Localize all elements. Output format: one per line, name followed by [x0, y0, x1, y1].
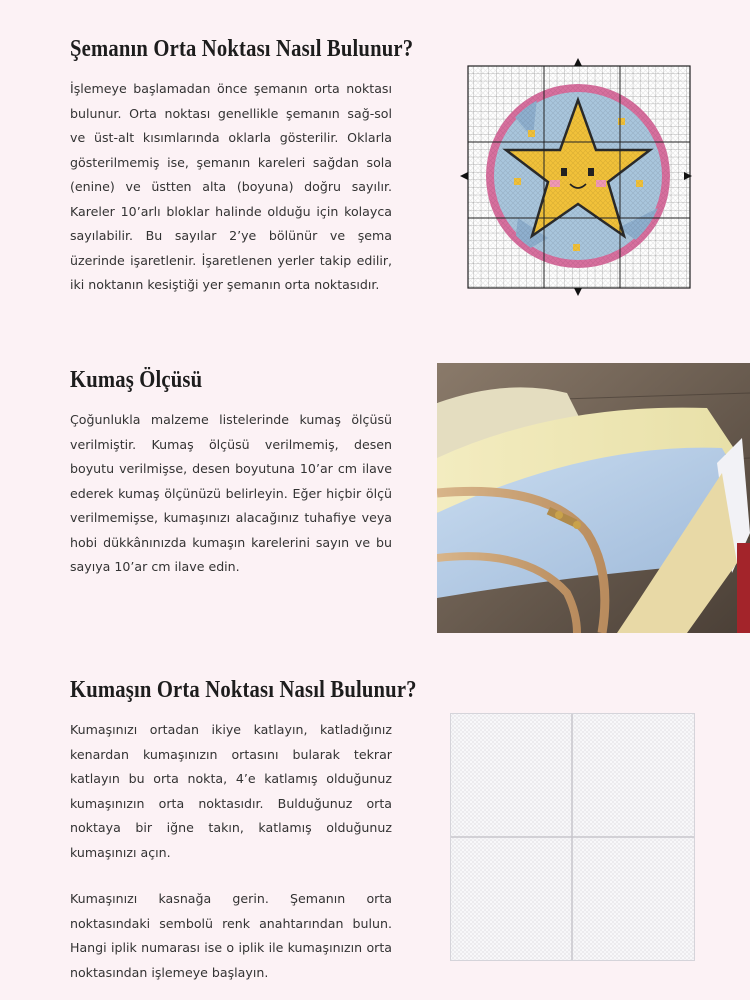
folded-fabric-image	[450, 713, 695, 961]
section-text: Çoğunlukla malzeme listelerinde kumaş ölçüsü verilmiştir. Kumaş ölçüsü verilmemiş, desen boyutu verilmişse, desen boyutuna 10’ar cm ilave ederek kumaş ölçünüzü belirleyin. Eğer hiçbir ölçü verilmemişse, kumaşınızı alacağınız tuhafiye veya hobi dükkânınızda kumaşın karelerini sayın ve bu sayıya 10’ar cm ilave edin.	[70, 412, 392, 574]
section-chart-center	[70, 36, 414, 298]
cross-stitch-chart-image	[458, 58, 693, 303]
section-title: Kumaşın Orta Noktası Nasıl Bulunur?	[70, 677, 417, 703]
section-fabric-size	[70, 367, 392, 580]
section-fabric-center	[70, 677, 417, 985]
section-text-1: Kumaşınızı ortadan ikiye katlayın, katladığınız kenardan kumaşınızın ortasını bularak tekrar katlayın bu orta nokta, 4’e katlamış olduğunuz kumaşınızın orta noktasıdır. Bulduğunuz orta noktaya bir iğne takın, katlamış olduğunuz kumaşınızı açın.	[70, 722, 392, 860]
section-text-2: Kumaşınızı kasnağa gerin. Şemanın orta noktasındaki sembolü renk anahtarından bulun. Hangi iplik numarası ise o iplik ile kumaşınızın orta noktasından işlemeye başlayın.	[70, 891, 392, 980]
section-text: İşlemeye başlamadan önce şemanın orta noktası bulunur. Orta noktası genellikle şemanın sağ-sol ve üst-alt kısımlarında oklarla gösterilir. Oklarla gösterilmemiş ise, şemanın kareleri sağdan sola (enine) ve üstten alta (boyuna) doğru sayılır. Kareler 10’arlı bloklar halinde olduğu için kolayca sayılabilir. Bu sayılar 2’ye bölünür ve şema üzerinde işaretlenir. İşaretlenen yerler takip edilir, iki noktanın kesiştiği yer şemanın orta noktasıdır.	[70, 81, 392, 292]
section-title: Şemanın Orta Noktası Nasıl Bulunur?	[70, 36, 414, 62]
fabric-hoop-photo	[437, 363, 750, 633]
section-title: Kumaş Ölçüsü	[70, 367, 203, 393]
